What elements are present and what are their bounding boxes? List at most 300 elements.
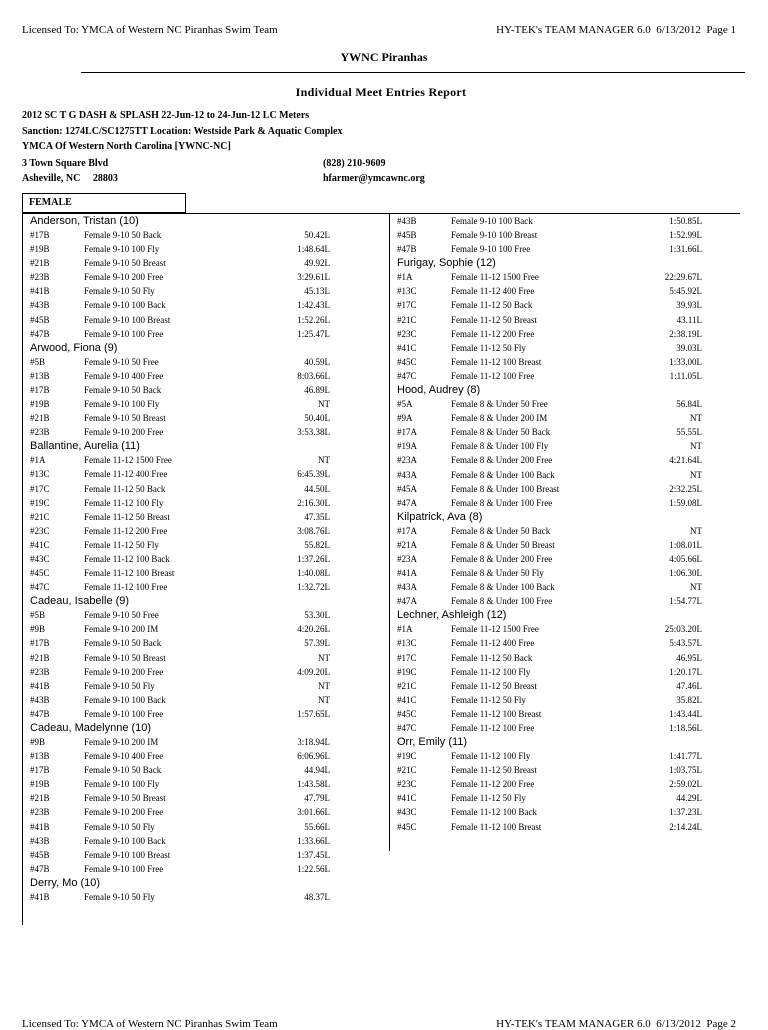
event-code: #45B: [30, 849, 50, 860]
event-code: #17C: [397, 652, 417, 663]
report-title: Individual Meet Entries Report: [295, 85, 467, 99]
event-name: Female 9-10 200 Free: [84, 272, 164, 283]
event-code: #41C: [397, 342, 417, 353]
event-name: Female 9-10 100 Breast: [84, 314, 171, 325]
event-name: Female 8 & Under 50 Back: [451, 427, 551, 438]
event-name: Female 8 & Under 100 Fly: [451, 441, 549, 452]
event-code: #47C: [397, 723, 417, 733]
entry-row: [389, 820, 702, 834]
meet-name: 2012 SC T G DASH & SPLASH 22-Jun-12 to 24-Jun-12 LC Meters: [22, 110, 310, 121]
event-name: Female 9-10 100 Back: [84, 835, 166, 846]
event-code: #19C: [30, 497, 50, 508]
event-code: #47B: [397, 244, 417, 255]
entry-row: [389, 284, 702, 298]
event-name: Female 8 & Under 100 Back: [451, 469, 555, 480]
event-code: #9A: [397, 413, 413, 424]
seed-time: 1:32.72L: [297, 582, 330, 593]
seed-time: 50.42L: [304, 230, 330, 240]
event-code: #23B: [30, 807, 50, 818]
event-code: #43C: [397, 807, 417, 818]
entry-row: [22, 890, 330, 904]
event-name: Female 8 & Under 100 Free: [451, 497, 553, 508]
entry-row: [22, 453, 330, 467]
entry-row: [389, 439, 702, 453]
event-name: Female 9-10 100 Breast: [451, 230, 538, 241]
entry-row: [389, 594, 702, 608]
entry-row: [22, 270, 330, 284]
event-name: Female 9-10 200 IM: [84, 737, 159, 747]
event-name: Female 11-12 100 Fly: [84, 497, 164, 508]
seed-time: 46.95L: [676, 652, 702, 663]
entry-row: [389, 214, 702, 228]
event-code: #5B: [30, 356, 46, 367]
seed-time: 1:03.75L: [669, 765, 702, 776]
swimmer-name: Derry, Mo (10): [30, 876, 101, 889]
seed-time: 1:40.08L: [297, 568, 330, 579]
entry-row: [389, 580, 702, 594]
event-name: Female 8 & Under 200 IM: [451, 413, 548, 424]
entry-row: [22, 608, 330, 622]
event-code: #17A: [397, 427, 417, 438]
seed-time: NT: [690, 525, 702, 536]
event-code: #21C: [397, 680, 417, 691]
entry-row: [22, 313, 330, 327]
entry-row: [389, 397, 702, 411]
event-code: #23A: [397, 455, 417, 466]
entry-row: [22, 651, 330, 665]
event-name: Female 9-10 50 Breast: [84, 413, 166, 424]
seed-time: 1:52.99L: [669, 230, 702, 241]
event-name: Female 11-12 100 Fly: [451, 751, 531, 762]
event-name: Female 11-12 100 Back: [451, 807, 537, 818]
event-code: #17B: [30, 230, 50, 240]
event-name: Female 11-12 100 Breast: [451, 708, 542, 719]
event-name: Female 11-12 50 Breast: [451, 680, 537, 691]
event-code: #47A: [397, 596, 417, 607]
event-code: #1A: [30, 455, 46, 466]
entry-row: [22, 397, 330, 411]
event-name: Female 11-12 1500 Free: [451, 624, 539, 635]
entry-row: [22, 496, 330, 510]
seed-time: 3:01.66L: [297, 807, 330, 818]
seed-time: 1:57.65L: [297, 708, 330, 719]
seed-time: 1:08.01L: [669, 539, 702, 550]
entry-row: [389, 327, 702, 341]
event-name: Female 11-12 50 Back: [451, 652, 533, 663]
address-line-2: Asheville, NC 28803: [22, 173, 118, 184]
event-code: #43C: [30, 553, 50, 564]
footer-page-number: Page 2: [706, 1018, 736, 1030]
entry-row: [389, 636, 702, 650]
event-name: Female 11-12 400 Free: [451, 286, 535, 297]
entry-row: [22, 636, 330, 650]
entry-row: [389, 496, 702, 510]
event-name: Female 11-12 400 Free: [451, 638, 535, 649]
entry-row: [389, 763, 702, 777]
entry-row: [389, 228, 702, 242]
event-name: Female 11-12 1500 Free: [84, 455, 172, 466]
event-name: Female 9-10 100 Fly: [84, 399, 160, 410]
entry-row: [22, 369, 330, 383]
entry-row: [389, 679, 702, 693]
seed-time: 40.59L: [304, 356, 330, 367]
event-name: Female 11-12 100 Breast: [451, 821, 542, 832]
seed-time: 39.03L: [676, 342, 702, 353]
seed-time: 1:37.45L: [297, 849, 330, 860]
event-code: #23C: [397, 779, 417, 790]
print-date: 6/13/2012: [656, 24, 701, 36]
seed-time: 53.30L: [304, 610, 330, 621]
entry-row: [22, 411, 330, 425]
event-name: Female 9-10 400 Free: [84, 751, 164, 762]
header-divider: [81, 72, 745, 73]
swimmer-name: Kilpatrick, Ava (8): [397, 510, 483, 523]
event-name: Female 9-10 50 Free: [84, 356, 159, 367]
event-code: #47C: [30, 582, 50, 593]
entry-row: [389, 566, 702, 580]
event-code: #21B: [30, 258, 50, 269]
event-name: Female 9-10 50 Breast: [84, 652, 166, 663]
entry-row: [22, 383, 330, 397]
event-name: Female 8 & Under 50 Free: [451, 399, 548, 410]
entry-row: [22, 580, 330, 594]
seed-time: NT: [690, 413, 702, 424]
event-code: #17B: [30, 765, 50, 776]
event-code: #21C: [397, 314, 417, 325]
event-name: Female 9-10 50 Fly: [84, 891, 155, 902]
event-code: #17B: [30, 384, 50, 395]
entry-row: [22, 693, 330, 707]
event-name: Female 9-10 100 Back: [84, 300, 166, 311]
footer-print-date: 6/13/2012: [656, 1018, 701, 1030]
entry-row: [22, 256, 330, 270]
event-code: #21B: [30, 652, 50, 663]
entry-row: [22, 524, 330, 538]
event-code: #43B: [397, 216, 417, 226]
event-name: Female 9-10 50 Fly: [84, 680, 155, 691]
entry-row: [389, 242, 702, 256]
swimmer-name: Ballantine, Aurelia (11): [30, 440, 140, 453]
event-code: #47B: [30, 863, 50, 874]
seed-time: 49.92L: [304, 258, 330, 269]
entry-row: [22, 467, 330, 481]
event-name: Female 11-12 50 Back: [84, 483, 166, 494]
event-code: #17C: [30, 483, 50, 494]
event-code: #17A: [397, 525, 417, 536]
seed-time: 2:32.25L: [669, 483, 702, 494]
seed-time: 1:22.56L: [297, 863, 330, 874]
entry-row: [389, 341, 702, 355]
sanction-location: Sanction: 1274LC/SC1275TT Location: Westside Park & Aquatic Complex: [22, 126, 343, 137]
seed-time: 1:37.26L: [297, 553, 330, 564]
event-name: Female 8 & Under 50 Fly: [451, 568, 544, 579]
swimmer-name: Orr, Emily (11): [397, 736, 468, 749]
event-name: Female 9-10 100 Fly: [84, 244, 160, 255]
entry-row: [22, 749, 330, 763]
entry-row: [22, 284, 330, 298]
event-code: #41C: [397, 793, 417, 804]
event-code: #1A: [397, 624, 413, 635]
seed-time: 1:59.08L: [669, 497, 702, 508]
event-name: Female 11-12 100 Free: [84, 582, 168, 593]
seed-time: 1:54.77L: [669, 596, 702, 607]
entry-row: [22, 848, 330, 862]
event-name: Female 11-12 100 Breast: [84, 568, 175, 579]
event-name: Female 11-12 200 Free: [451, 328, 535, 339]
seed-time: 1:52.26L: [297, 314, 330, 325]
event-name: Female 9-10 50 Fly: [84, 821, 155, 832]
seed-time: 25:03.20L: [664, 624, 702, 635]
seed-time: 2:16.30L: [297, 497, 330, 508]
event-name: Female 11-12 200 Free: [451, 779, 535, 790]
phone: (828) 210-9609: [323, 158, 386, 169]
entry-row: [22, 228, 330, 242]
event-name: Female 8 & Under 100 Back: [451, 582, 555, 593]
event-code: #17C: [397, 300, 417, 311]
software-info: [496, 24, 736, 36]
event-code: #19C: [397, 751, 417, 762]
event-code: #43A: [397, 582, 417, 593]
entry-row: [22, 327, 330, 341]
seed-time: NT: [690, 582, 702, 593]
entry-row: [389, 425, 702, 439]
entry-row: [389, 707, 702, 721]
seed-time: 1:33.66L: [297, 835, 330, 846]
event-code: #19B: [30, 244, 50, 255]
event-name: Female 9-10 100 Free: [451, 244, 531, 255]
event-code: #41B: [30, 286, 50, 297]
entry-row: [22, 242, 330, 256]
event-name: Female 9-10 50 Breast: [84, 258, 166, 269]
entry-row: [22, 834, 330, 848]
seed-time: 3:29.61L: [297, 272, 330, 283]
seed-time: 55.82L: [304, 539, 330, 550]
event-code: #41A: [397, 568, 417, 579]
event-code: #47B: [30, 708, 50, 719]
event-name: Female 9-10 200 IM: [84, 624, 159, 635]
seed-time: 3:53.38L: [297, 427, 330, 438]
event-name: Female 8 & Under 200 Free: [451, 455, 553, 466]
entry-row: [389, 721, 702, 735]
seed-time: NT: [318, 680, 330, 691]
event-code: #9B: [30, 737, 46, 747]
event-name: Female 8 & Under 50 Breast: [451, 539, 555, 550]
organization: YMCA Of Western North Carolina [YWNC-NC]: [22, 141, 231, 152]
event-name: Female 9-10 100 Fly: [84, 779, 160, 790]
seed-time: 55.66L: [304, 821, 330, 832]
seed-time: 46.89L: [304, 384, 330, 395]
event-code: #45C: [397, 821, 417, 832]
event-name: Female 9-10 200 Free: [84, 807, 164, 818]
event-name: Female 9-10 100 Back: [451, 216, 533, 226]
seed-time: 4:09.20L: [297, 666, 330, 677]
seed-time: 2:38.19L: [669, 328, 702, 339]
event-name: Female 9-10 400 Free: [84, 370, 164, 381]
seed-time: 1:50.85L: [669, 216, 702, 226]
entry-row: [22, 735, 330, 749]
seed-time: 1:06.30L: [669, 568, 702, 579]
event-name: Female 9-10 100 Free: [84, 708, 164, 719]
event-code: #47C: [397, 370, 417, 381]
event-code: #47A: [397, 497, 417, 508]
seed-time: 1:11.05L: [669, 370, 702, 381]
event-code: #41C: [397, 694, 417, 705]
event-name: Female 11-12 50 Fly: [84, 539, 159, 550]
swimmer-name: Cadeau, Isabelle (9): [30, 595, 130, 608]
seed-time: 1:43.44L: [669, 708, 702, 719]
event-code: #21B: [30, 793, 50, 804]
swimmer-name: Arwood, Fiona (9): [30, 341, 118, 354]
event-code: #43B: [30, 300, 50, 311]
entry-row: [22, 482, 330, 496]
seed-time: 43.11L: [676, 314, 702, 325]
seed-time: 4:05.66L: [669, 553, 702, 564]
seed-time: 1:41.77L: [669, 751, 702, 762]
seed-time: 1:18.56L: [669, 723, 702, 733]
seed-time: 44.50L: [304, 483, 330, 494]
entry-row: [22, 791, 330, 805]
address-line-1: 3 Town Square Blvd: [22, 158, 109, 169]
seed-time: NT: [690, 469, 702, 480]
event-code: #5A: [397, 399, 413, 410]
event-code: #13C: [397, 638, 417, 649]
event-name: Female 11-12 100 Free: [451, 370, 535, 381]
event-name: Female 9-10 50 Fly: [84, 286, 155, 297]
entry-row: [389, 313, 702, 327]
seed-time: NT: [318, 652, 330, 663]
event-name: Female 11-12 50 Breast: [451, 314, 537, 325]
event-code: #13C: [30, 469, 50, 480]
event-name: Female 11-12 1500 Free: [451, 272, 539, 283]
event-name: Female 11-12 50 Back: [451, 300, 533, 311]
event-name: Female 11-12 400 Free: [84, 469, 168, 480]
entry-row: [22, 298, 330, 312]
entry-row: [22, 425, 330, 439]
event-code: #19C: [397, 666, 417, 677]
swimmer-name: Furigay, Sophie (12): [397, 257, 496, 270]
entry-row: [389, 749, 702, 763]
event-code: #21A: [397, 539, 417, 550]
entry-row: [22, 622, 330, 636]
software-name: HY-TEK's TEAM MANAGER 6.0: [496, 24, 651, 36]
swimmer-name: Lechner, Ashleigh (12): [397, 609, 507, 622]
event-code: #9B: [30, 624, 46, 635]
event-code: #41B: [30, 680, 50, 691]
event-code: #21C: [397, 765, 417, 776]
seed-time: 57.39L: [304, 638, 330, 649]
seed-time: 1:48.64L: [297, 244, 330, 255]
event-code: #41C: [30, 539, 50, 550]
event-code: #45C: [397, 356, 417, 367]
entry-row: [389, 411, 702, 425]
seed-time: 5:43.57L: [669, 638, 702, 649]
entry-row: [389, 524, 702, 538]
event-name: Female 11-12 50 Fly: [451, 793, 526, 804]
entry-row: [22, 763, 330, 777]
footer-software-info: [496, 1018, 736, 1030]
event-code: #21B: [30, 413, 50, 424]
entry-row: [22, 552, 330, 566]
event-code: #19B: [30, 399, 50, 410]
seed-time: 1:42.43L: [297, 300, 330, 311]
seed-time: 44.29L: [676, 793, 702, 804]
event-name: Female 11-12 50 Breast: [451, 765, 537, 776]
entry-row: [389, 777, 702, 791]
event-code: #41B: [30, 821, 50, 832]
event-name: Female 9-10 100 Breast: [84, 849, 171, 860]
event-code: #19A: [397, 441, 417, 452]
event-name: Female 8 & Under 100 Free: [451, 596, 553, 607]
entry-row: [22, 862, 330, 876]
seed-time: NT: [318, 455, 330, 466]
seed-time: 1:43.58L: [297, 779, 330, 790]
event-name: Female 11-12 200 Free: [84, 525, 168, 536]
entries-right-column: [389, 214, 702, 834]
seed-time: 6:45.39L: [297, 469, 330, 480]
footer-software-name: HY-TEK's TEAM MANAGER 6.0: [496, 1018, 651, 1030]
event-name: Female 9-10 100 Free: [84, 863, 164, 874]
event-name: Female 11-12 100 Back: [84, 553, 170, 564]
seed-time: 1:31.66L: [669, 244, 702, 255]
seed-time: 39.93L: [676, 300, 702, 311]
event-code: #45A: [397, 483, 417, 494]
seed-time: 44.94L: [304, 765, 330, 776]
license-text: Licensed To: YMCA of Western NC Piranhas Swim Team: [22, 24, 278, 36]
event-name: Female 9-10 100 Free: [84, 328, 164, 339]
entry-row: [389, 270, 702, 284]
event-code: #45B: [397, 230, 417, 241]
event-name: Female 11-12 100 Breast: [451, 356, 542, 367]
event-name: Female 11-12 50 Breast: [84, 511, 170, 522]
seed-time: 4:21.64L: [669, 455, 702, 466]
entry-row: [22, 510, 330, 524]
entry-row: [389, 453, 702, 467]
seed-time: 47.46L: [676, 680, 702, 691]
entry-row: [22, 707, 330, 721]
event-name: Female 9-10 50 Free: [84, 610, 159, 621]
seed-time: 3:18.94L: [297, 737, 330, 747]
event-code: #23C: [397, 328, 417, 339]
email: hfarmer@ymcawnc.org: [323, 173, 425, 184]
seed-time: 56.84L: [676, 399, 702, 410]
event-code: #23B: [30, 272, 50, 283]
event-name: Female 11-12 50 Fly: [451, 694, 526, 705]
event-name: Female 9-10 50 Back: [84, 765, 162, 776]
swimmer-name: Anderson, Tristan (10): [30, 215, 139, 227]
event-name: Female 8 & Under 50 Back: [451, 525, 551, 536]
event-code: #19B: [30, 779, 50, 790]
entry-row: [22, 777, 330, 791]
entries-left-column: [22, 214, 330, 904]
seed-time: 4:20.26L: [297, 624, 330, 635]
seed-time: 1:25.47L: [297, 328, 330, 339]
event-code: #43B: [30, 835, 50, 846]
entry-row: [22, 355, 330, 369]
page-number: Page 1: [706, 24, 736, 36]
entry-row: [389, 538, 702, 552]
entry-row: [389, 355, 702, 369]
seed-time: 6:06.96L: [297, 751, 330, 762]
event-name: Female 9-10 50 Back: [84, 638, 162, 649]
seed-time: 3:08.76L: [297, 525, 330, 536]
entry-row: [389, 791, 702, 805]
entry-row: [389, 805, 702, 819]
seed-time: 8:03.66L: [297, 370, 330, 381]
event-code: #23B: [30, 427, 50, 438]
event-code: #45B: [30, 314, 50, 325]
event-code: #43A: [397, 469, 417, 480]
seed-time: 35.82L: [676, 694, 702, 705]
